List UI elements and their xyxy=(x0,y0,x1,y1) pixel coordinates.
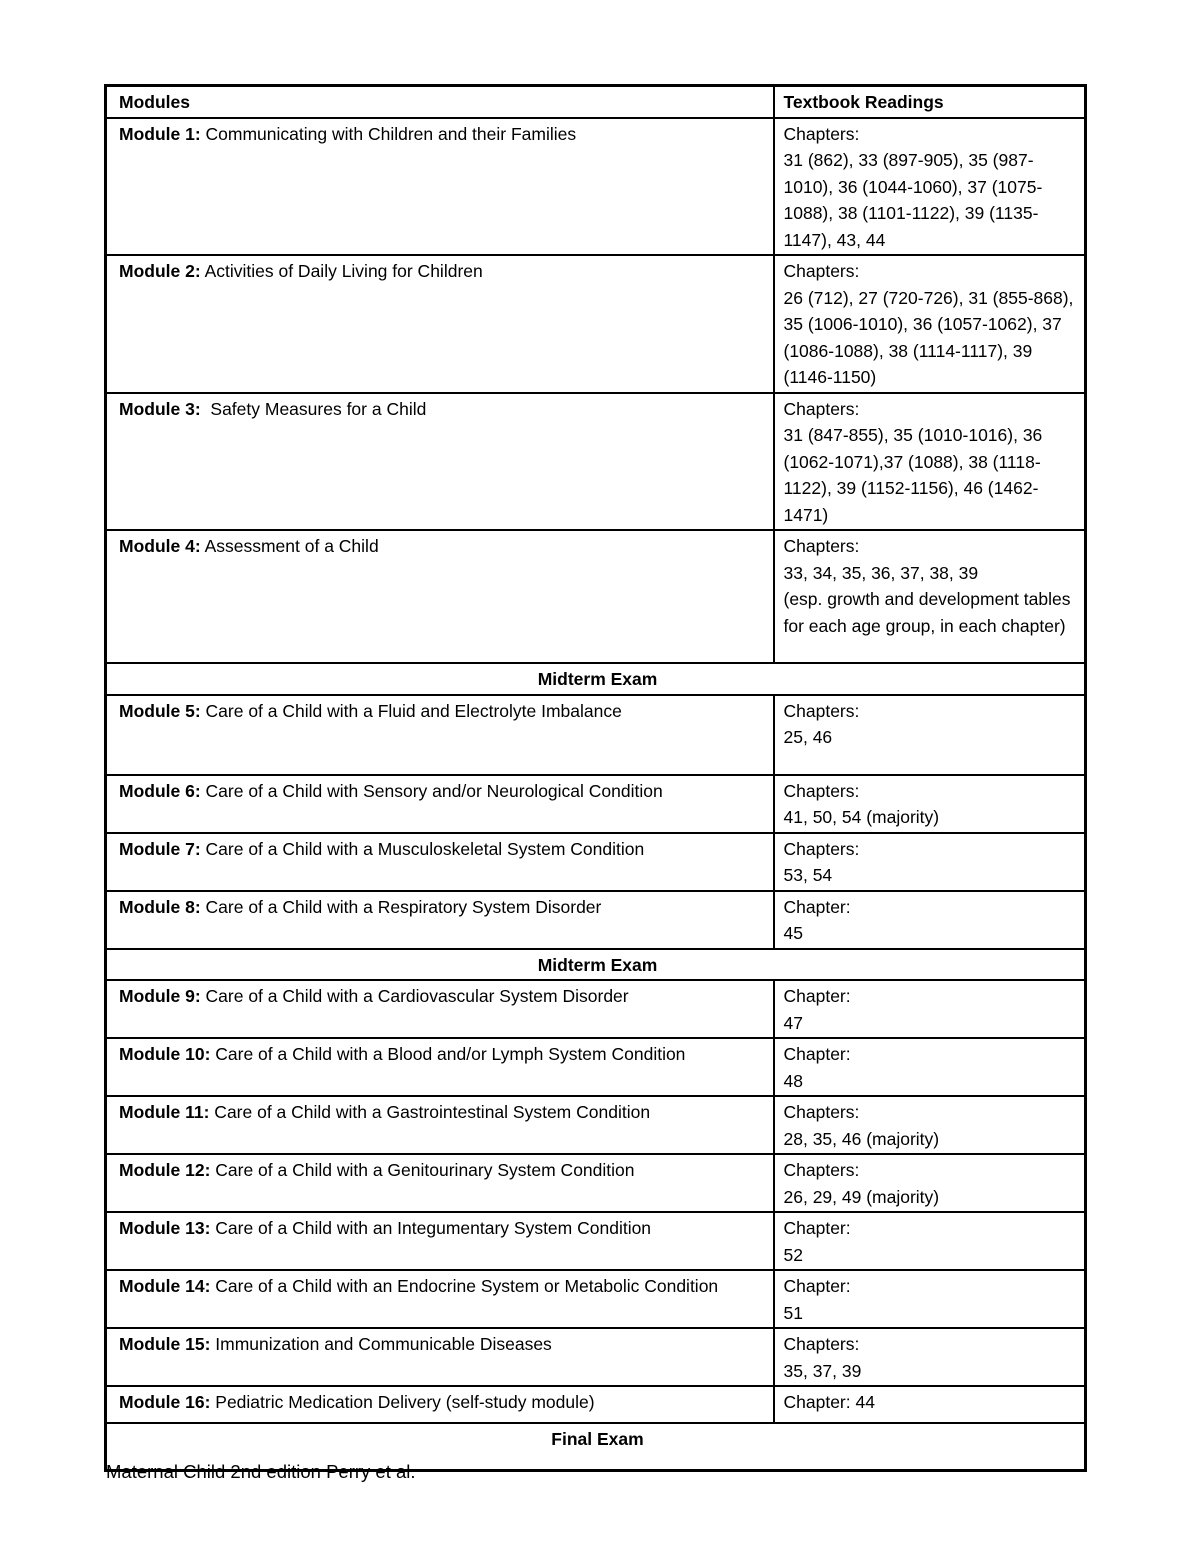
module-title: Care of a Child with a Respiratory System Disorder xyxy=(200,896,602,917)
chapters-label: Chapters: xyxy=(783,838,860,859)
module-number: Module 12: xyxy=(119,1160,211,1180)
chapter-list: 52 xyxy=(783,1244,803,1265)
reading-cell xyxy=(774,118,1086,256)
module-cell xyxy=(106,891,774,949)
module-cell xyxy=(106,833,774,891)
module-title: Care of a Child with Sensory and/or Neurological Condition xyxy=(200,780,663,801)
module-number: Module 7: xyxy=(119,838,201,859)
module-cell xyxy=(106,393,774,531)
module-cell xyxy=(106,1386,774,1423)
modules-header: Modules xyxy=(106,86,774,118)
module-cell xyxy=(106,695,774,775)
chapters-label: Chapter: xyxy=(783,986,851,1006)
module-title: Care of a Child with an Endocrine System or Metabolic Condition xyxy=(210,1276,719,1296)
chapters-label: Chapter: xyxy=(783,1218,851,1238)
module-title: Care of a Child with a Genitourinary System Condition xyxy=(210,1160,635,1180)
readings-header: Textbook Readings xyxy=(774,86,1086,118)
chapter-list: 35, 37, 39 xyxy=(783,1360,862,1381)
module-title: Pediatric Medication Delivery (self-study module) xyxy=(210,1392,595,1412)
table-row xyxy=(106,891,1086,949)
module-number: Module 15: xyxy=(119,1334,211,1354)
chapter-list: 31 (847-855), 35 (1010-1016), 36 (1062-1071),37 (1088), 38 (1118-1122), 39 (1152-1156), 46 (1462-1471) xyxy=(783,425,1043,525)
chapter-list: 26, 29, 49 (majority) xyxy=(783,1186,940,1207)
table-row xyxy=(106,775,1086,833)
module-title: Care of a Child with a Fluid and Electrolyte Imbalance xyxy=(200,700,622,721)
exam-row xyxy=(106,949,1086,981)
module-number: Module 4: xyxy=(119,536,201,556)
chapter-list: 25, 46 xyxy=(783,727,833,747)
module-number: Module 16: xyxy=(119,1392,211,1412)
module-number: Module 8: xyxy=(119,896,201,917)
module-cell xyxy=(106,775,774,833)
reading-cell xyxy=(774,1386,1086,1423)
chapters-label: Chapters: xyxy=(783,123,860,144)
module-cell xyxy=(106,1212,774,1270)
module-title: Care of a Child with a Musculoskeletal System Condition xyxy=(200,838,645,859)
module-number: Module 5: xyxy=(119,700,201,721)
module-number: Module 2: xyxy=(119,261,201,281)
module-title: Care of a Child with an Integumentary System Condition xyxy=(210,1218,652,1238)
module-title: Immunization and Communicable Diseases xyxy=(210,1334,552,1354)
table-row xyxy=(106,695,1086,775)
module-cell xyxy=(106,1154,774,1212)
final-exam-label: Final Exam xyxy=(106,1423,1086,1470)
chapters-label: Chapters: xyxy=(783,1102,860,1122)
module-cell xyxy=(106,1096,774,1154)
reading-cell xyxy=(774,980,1086,1038)
module-cell xyxy=(106,530,774,663)
module-cell xyxy=(106,980,774,1038)
chapters-label: Chapters: xyxy=(783,536,860,556)
chapters-label: Chapters: xyxy=(783,1160,860,1180)
chapter-list: 28, 35, 46 (majority) xyxy=(783,1128,940,1149)
table-row xyxy=(106,1270,1086,1328)
reading-cell xyxy=(774,1038,1086,1096)
module-cell xyxy=(106,1038,774,1096)
reading-cell xyxy=(774,1096,1086,1154)
chapters-label: Chapter: xyxy=(783,1276,851,1296)
table-row xyxy=(106,255,1086,393)
module-number: Module 10: xyxy=(119,1044,211,1064)
table-row xyxy=(106,1386,1086,1423)
table-row xyxy=(106,980,1086,1038)
table-row xyxy=(106,1038,1086,1096)
chapter-list: 26 (712), 27 (720-726), 31 (855-868), 35 (1006-1010), 36 (1057-1062), 37 (1086-1088), 38 (1114-1117), 39 (1146-1150) xyxy=(783,287,1074,387)
midterm-exam-label: Midterm Exam xyxy=(106,949,1086,981)
chapters-label: Chapter: 44 xyxy=(783,1392,875,1412)
module-title: Activities of Daily Living for Children xyxy=(200,261,483,281)
chapters-label: Chapters: xyxy=(783,780,860,801)
reading-cell xyxy=(774,695,1086,775)
exam-row xyxy=(106,663,1086,695)
module-cell xyxy=(106,255,774,393)
table-row xyxy=(106,118,1086,256)
reading-cell xyxy=(774,1212,1086,1270)
module-title: Safety Measures for a Child xyxy=(200,398,427,419)
module-number: Module 9: xyxy=(119,986,201,1006)
chapters-label: Chapters: xyxy=(783,700,860,721)
module-cell xyxy=(106,118,774,256)
table-row xyxy=(106,833,1086,891)
module-title: Care of a Child with a Gastrointestinal System Condition xyxy=(209,1102,651,1122)
table-row xyxy=(106,1154,1086,1212)
reading-cell xyxy=(774,833,1086,891)
chapter-list: 45 xyxy=(783,923,803,943)
module-cell xyxy=(106,1270,774,1328)
module-title: Care of a Child with a Blood and/or Lymph System Condition xyxy=(210,1044,686,1064)
module-number: Module 14: xyxy=(119,1276,211,1296)
reading-cell xyxy=(774,393,1086,531)
chapter-list: 33, 34, 35, 36, 37, 38, 39 xyxy=(783,562,979,583)
reading-cell xyxy=(774,530,1086,663)
table-row xyxy=(106,1096,1086,1154)
module-title: Assessment of a Child xyxy=(200,536,379,556)
chapter-list: 48 xyxy=(783,1070,803,1091)
reading-cell xyxy=(774,255,1086,393)
reading-cell xyxy=(774,1270,1086,1328)
module-number: Module 6: xyxy=(119,780,201,801)
table-row xyxy=(106,1212,1086,1270)
chapters-label: Chapters: xyxy=(783,1334,860,1354)
table-row xyxy=(106,1328,1086,1386)
module-reading-table xyxy=(104,84,1087,1472)
module-title: Care of a Child with a Cardiovascular System Disorder xyxy=(200,986,629,1006)
reading-cell xyxy=(774,1154,1086,1212)
chapter-list: 47 xyxy=(783,1012,803,1033)
chapters-label: Chapters: xyxy=(783,398,860,419)
module-number: Module 13: xyxy=(119,1218,211,1238)
table-header-row xyxy=(106,86,1086,118)
chapters-label: Chapter: xyxy=(783,1044,851,1064)
chapter-list: 53, 54 xyxy=(783,865,833,885)
module-number: Module 11: xyxy=(119,1102,210,1122)
reading-cell xyxy=(774,775,1086,833)
module-number: Module 3: xyxy=(119,398,201,419)
chapter-note: (esp. growth and development tables for each age group, in each chapter) xyxy=(783,589,1071,636)
footer-citation: Maternal Child 2nd edition Perry et al. xyxy=(106,1461,416,1482)
module-number: Module 1: xyxy=(119,123,201,144)
midterm-exam-label: Midterm Exam xyxy=(106,663,1086,695)
chapter-list: 51 xyxy=(783,1302,803,1323)
reading-cell xyxy=(774,891,1086,949)
reading-cell xyxy=(774,1328,1086,1386)
table-row xyxy=(106,530,1086,663)
module-cell xyxy=(106,1328,774,1386)
chapters-label: Chapters: xyxy=(783,261,860,281)
module-title: Communicating with Children and their Families xyxy=(200,123,577,144)
chapters-label: Chapter: xyxy=(783,896,851,917)
table-row xyxy=(106,393,1086,531)
chapter-list: 31 (862), 33 (897-905), 35 (987-1010), 36 (1044-1060), 37 (1075-1088), 38 (1101-1122), 39 (1135-1147), 43, 44 xyxy=(783,150,1043,250)
chapter-list: 41, 50, 54 (majority) xyxy=(783,807,940,827)
